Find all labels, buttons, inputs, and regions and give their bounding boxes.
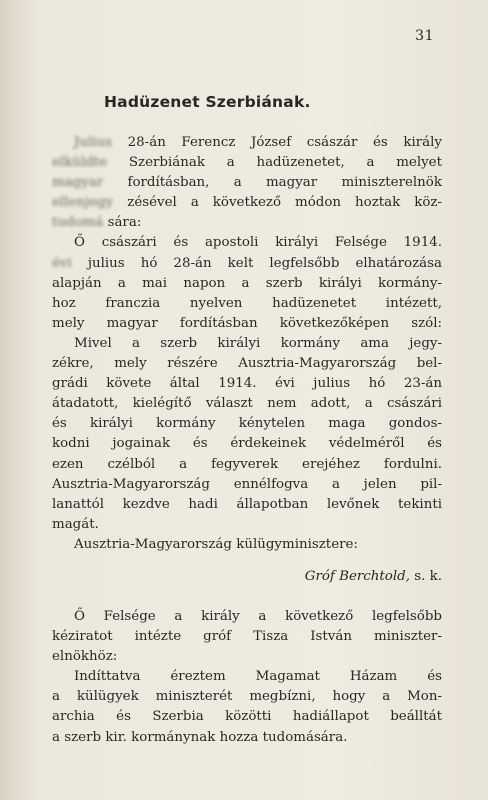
blurred-word: elküldte (52, 155, 129, 171)
line-text: Mivel a szerb királyi kormány ama jegy- (74, 335, 442, 351)
blurred-word: ellenjegy (52, 195, 128, 211)
line-text: zékre, mely részére Ausztria-Magyarország bel- (52, 356, 442, 372)
text-line (52, 294, 442, 314)
text-line (52, 667, 442, 687)
text-line (52, 515, 442, 535)
signature-line (0, 569, 442, 584)
text-line (52, 607, 442, 627)
line-text: és királyi kormány kénytelen maga gondos- (52, 416, 442, 432)
line-text: hoz franczia nyelven hadüzenetet intézett, (52, 295, 442, 311)
proclamation-paragraph (52, 133, 442, 555)
line-text: 28-án Ferencz József császár és király (127, 135, 442, 150)
royal-rescript-paragraph (52, 607, 442, 748)
blurred-word: Julius (74, 135, 128, 150)
line-text: Indíttatva éreztem Magamat Házam és (74, 669, 442, 685)
text-line (52, 213, 442, 233)
line-text: kéziratot intézte gróf Tisza István miniszter- (52, 629, 442, 645)
text-line (52, 153, 442, 173)
line-text: Ausztria-Magyarország ennélfogva a jelen pil- (52, 476, 442, 492)
chapter-heading: Hadüzenet Szerbiának. (104, 93, 311, 111)
line-text: Ausztria-Magyarország külügyminisztere: (74, 536, 358, 552)
line-text: ezen czélból a fegyverek erejéhez fordulni. (52, 456, 442, 472)
line-text: julius hó 28-án kelt legfelsőbb elhatározása (87, 255, 442, 271)
line-text: a külügyek miniszterét megbízni, hogy a Mon- (52, 689, 442, 705)
line-text: átadatott, kielégítő választ nem adott, a császári (52, 396, 442, 412)
line-text: mely magyar fordításban következőképen szól: (52, 315, 442, 331)
signature-suffix: s. k. (409, 569, 442, 584)
line-text: grádi követe által 1914. évi julius hó 23-án (52, 376, 442, 392)
line-text: fordításban, a magyar miniszterelnök (127, 175, 442, 191)
text-line (52, 374, 442, 394)
line-text: elnökhöz: (52, 649, 118, 665)
text-line (52, 687, 442, 707)
line-text: a szerb kir. kormánynak hozza tudomására. (52, 729, 348, 745)
line-text: Ő Felsége a király a következő legfelsőbb (74, 609, 442, 624)
blurred-word: évi (52, 255, 88, 271)
line-text: sára: (107, 215, 142, 231)
text-line (52, 728, 442, 748)
line-text: alapján a mai napon a szerb királyi kormány- (52, 275, 442, 291)
text-line (52, 414, 442, 434)
text-line (52, 233, 442, 253)
text-line (52, 475, 442, 495)
line-text: kodni jogainak és érdekeinek védelméről és (52, 436, 442, 452)
blurred-word: tudomá (52, 215, 108, 231)
text-line (52, 535, 442, 555)
text-line (52, 254, 442, 274)
line-text: magát. (52, 516, 99, 532)
text-line (52, 193, 442, 213)
text-line (52, 707, 442, 727)
text-line (52, 434, 442, 454)
text-line (52, 394, 442, 414)
text-line (52, 334, 442, 354)
signature-name: Gróf Berchtold, (304, 569, 410, 584)
text-line (52, 627, 442, 647)
text-line (52, 173, 442, 193)
line-text: zésével a következő módon hoztak köz- (127, 195, 442, 211)
text-line (52, 314, 442, 334)
text-line (52, 495, 442, 515)
line-text: lanattól kezdve hadi állapotban levőnek tekinti (52, 496, 442, 512)
line-text: Szerbiának a hadüzenetet, a melyet (128, 155, 442, 171)
text-line (52, 455, 442, 475)
line-text: archia és Szerbia közötti hadiállapot beálltát (52, 709, 442, 725)
page-number: 31 (415, 28, 434, 44)
line-text: Ő császári és apostoli királyi Felsége 1914. (74, 235, 442, 251)
text-line (52, 647, 442, 667)
text-line (52, 354, 442, 374)
text-line (52, 274, 442, 294)
text-line (52, 133, 442, 153)
blurred-word: magyar (52, 175, 128, 191)
